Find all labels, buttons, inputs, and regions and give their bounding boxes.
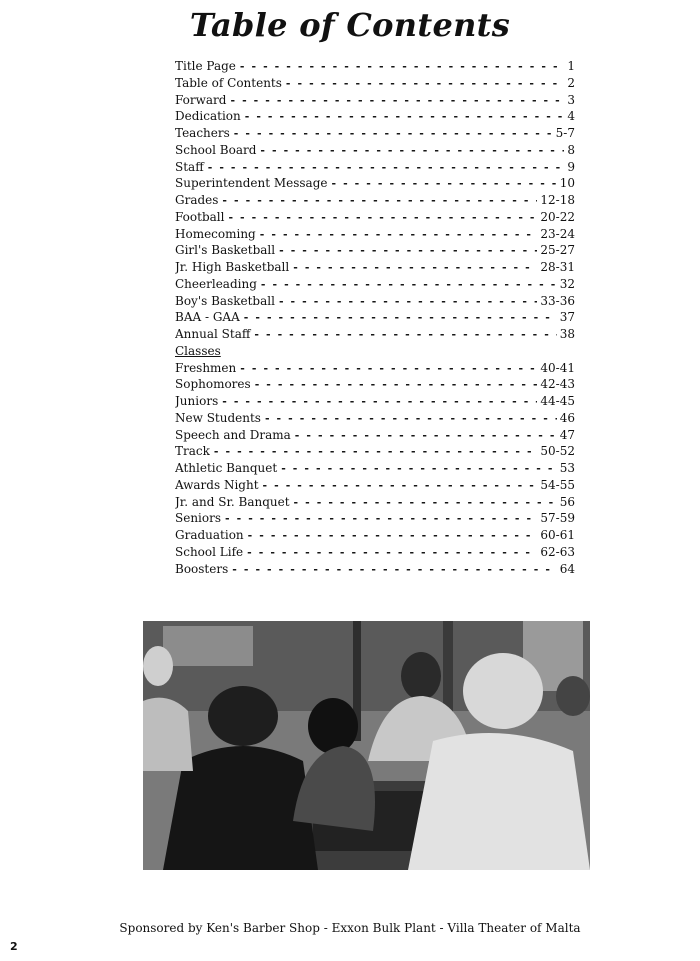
toc-entry (175, 226, 575, 243)
toc-entry (175, 410, 575, 427)
toc-dot-leader (261, 277, 557, 293)
toc-dot-leader (281, 461, 557, 477)
toc-entry-page: 54-55 (540, 477, 575, 492)
toc-entry-label: Boosters (175, 561, 229, 576)
toc-dot-leader (254, 327, 556, 343)
toc-entry-label: Forward (175, 92, 227, 107)
toc-dot-leader (244, 310, 557, 326)
toc-entry-page: 62-63 (540, 544, 575, 559)
toc-entry-label: Football (175, 209, 225, 224)
toc-dot-leader (279, 243, 537, 259)
toc-entry-label: Juniors (175, 394, 219, 408)
toc-dot-leader (293, 260, 537, 276)
toc-entry-page: 47 (559, 427, 575, 442)
toc-entry-page: 44-45 (540, 394, 575, 408)
toc-entry (175, 376, 575, 393)
toc-dot-leader (263, 478, 538, 494)
toc-entry-label: New Students (175, 410, 261, 425)
toc-entry-label: Title Page (175, 59, 236, 73)
toc-entry (175, 326, 575, 343)
toc-dot-leader (208, 160, 565, 176)
toc-entry (175, 443, 575, 460)
toc-entry-label: BAA - GAA (175, 310, 240, 325)
toc-entry (175, 561, 575, 578)
toc-entry-label: Freshmen (175, 360, 237, 375)
toc-entry-label: Cheerleading (175, 276, 257, 291)
toc-dot-leader (294, 495, 557, 511)
toc-dot-leader (248, 528, 538, 544)
toc-entry-page: 32 (559, 276, 575, 291)
toc-entry-page: 46 (559, 410, 575, 425)
toc-entry-page: 1 (567, 59, 575, 73)
toc-entry-label: Athletic Banquet (175, 461, 278, 475)
toc-entry-label: Jr. High Basketball (175, 260, 290, 274)
toc-entry (175, 309, 575, 326)
toc-entry (175, 209, 575, 226)
toc-entry-label: School Life (175, 544, 244, 559)
page-number: 2 (10, 940, 18, 953)
toc-dot-leader (222, 193, 537, 209)
toc-entry-page: 2 (567, 75, 575, 90)
toc-dot-leader (232, 562, 556, 578)
toc-dot-leader (260, 227, 538, 243)
toc-entry-page: 37 (559, 310, 575, 325)
table-of-contents (175, 58, 575, 577)
toc-entry-label: Superintendent Message (175, 176, 328, 191)
toc-entry-label: School Board (175, 142, 257, 157)
page-title: Table of Contents (189, 6, 511, 44)
toc-dot-leader (214, 444, 538, 460)
toc-classes-list (175, 360, 575, 578)
toc-dot-leader (255, 377, 538, 393)
toc-entry (175, 393, 575, 410)
toc-entry (175, 159, 575, 176)
toc-entry-page: 12-18 (540, 193, 575, 207)
toc-entry-label: Graduation (175, 528, 244, 542)
photo-students-at-table (143, 621, 590, 870)
toc-dot-leader (230, 93, 564, 109)
toc-entry (175, 527, 575, 544)
toc-entry (175, 477, 575, 494)
toc-entry (175, 142, 575, 159)
toc-entry (175, 360, 575, 377)
toc-entry-page: 3 (567, 92, 575, 107)
toc-dot-leader (295, 428, 557, 444)
toc-entry-page: 60-61 (540, 528, 575, 542)
toc-dot-leader (286, 76, 564, 92)
toc-entry-page: 28-31 (540, 260, 575, 274)
toc-entry-label: Dedication (175, 109, 241, 124)
toc-dot-leader (247, 545, 537, 561)
toc-dot-leader (228, 210, 537, 226)
toc-entry (175, 58, 575, 75)
toc-entry (175, 192, 575, 209)
toc-entry (175, 75, 575, 92)
toc-entry-page: 50-52 (540, 444, 575, 459)
toc-dot-leader (225, 511, 537, 527)
toc-entry (175, 175, 575, 192)
toc-entry-label: Seniors (175, 511, 222, 526)
toc-entry (175, 276, 575, 293)
toc-entry (175, 293, 575, 310)
toc-entry-page: 53 (559, 461, 575, 475)
toc-entry (175, 108, 575, 125)
toc-dot-leader (240, 361, 537, 377)
toc-entry-label: Grades (175, 193, 219, 207)
toc-entry-page: 5-7 (555, 126, 575, 140)
toc-entry-page: 4 (567, 109, 575, 124)
toc-entry (175, 460, 575, 477)
photo-illustration (143, 621, 590, 870)
toc-dot-leader (260, 143, 564, 159)
toc-entry-label: Teachers (175, 126, 230, 140)
toc-entry (175, 510, 575, 527)
toc-entry-label: Homecoming (175, 226, 256, 241)
toc-dot-leader (279, 294, 537, 310)
toc-entry-page: 10 (559, 176, 575, 191)
toc-entry-page: 64 (559, 561, 575, 576)
toc-entry-label: Annual Staff (175, 327, 251, 341)
toc-entry-label: Boy's Basketball (175, 293, 275, 308)
toc-entry-page: 9 (567, 159, 575, 174)
toc-entry (175, 544, 575, 561)
toc-dot-leader (234, 126, 553, 142)
toc-entry-label: Sophomores (175, 377, 251, 392)
toc-entry-label: Girl's Basketball (175, 243, 276, 258)
toc-entry-page: 20-22 (540, 209, 575, 224)
toc-entry-page: 56 (559, 494, 575, 509)
toc-main-list (175, 58, 575, 343)
toc-entry-label: Awards Night (175, 477, 259, 492)
toc-entry (175, 92, 575, 109)
toc-entry-page: 23-24 (540, 226, 575, 241)
toc-dot-leader (265, 411, 557, 427)
toc-entry-page: 38 (559, 327, 575, 341)
toc-dot-leader (331, 176, 556, 192)
toc-entry-label: Track (175, 444, 210, 459)
toc-entry (175, 242, 575, 259)
toc-entry (175, 125, 575, 142)
toc-entry-label: Speech and Drama (175, 427, 291, 442)
toc-entry-label: Staff (175, 159, 204, 174)
toc-entry (175, 259, 575, 276)
toc-entry-page: 25-27 (540, 243, 575, 258)
sponsors-footer: Sponsored by Ken's Barber Shop - Exxon Bulk Plant - Villa Theater of Malta (119, 921, 581, 935)
toc-entry (175, 427, 575, 444)
toc-entry-page: 42-43 (540, 377, 575, 392)
classes-heading: Classes (175, 343, 221, 358)
toc-dot-leader (222, 394, 537, 410)
toc-entry-page: 33-36 (540, 293, 575, 308)
toc-entry (175, 494, 575, 511)
toc-entry-page: 40-41 (540, 360, 575, 375)
toc-entry-page: 57-59 (540, 511, 575, 526)
toc-entry-label: Table of Contents (175, 75, 282, 90)
toc-dot-leader (240, 59, 564, 75)
toc-dot-leader (245, 109, 565, 125)
toc-entry-page: 8 (567, 142, 575, 157)
toc-entry-label: Jr. and Sr. Banquet (175, 494, 290, 509)
